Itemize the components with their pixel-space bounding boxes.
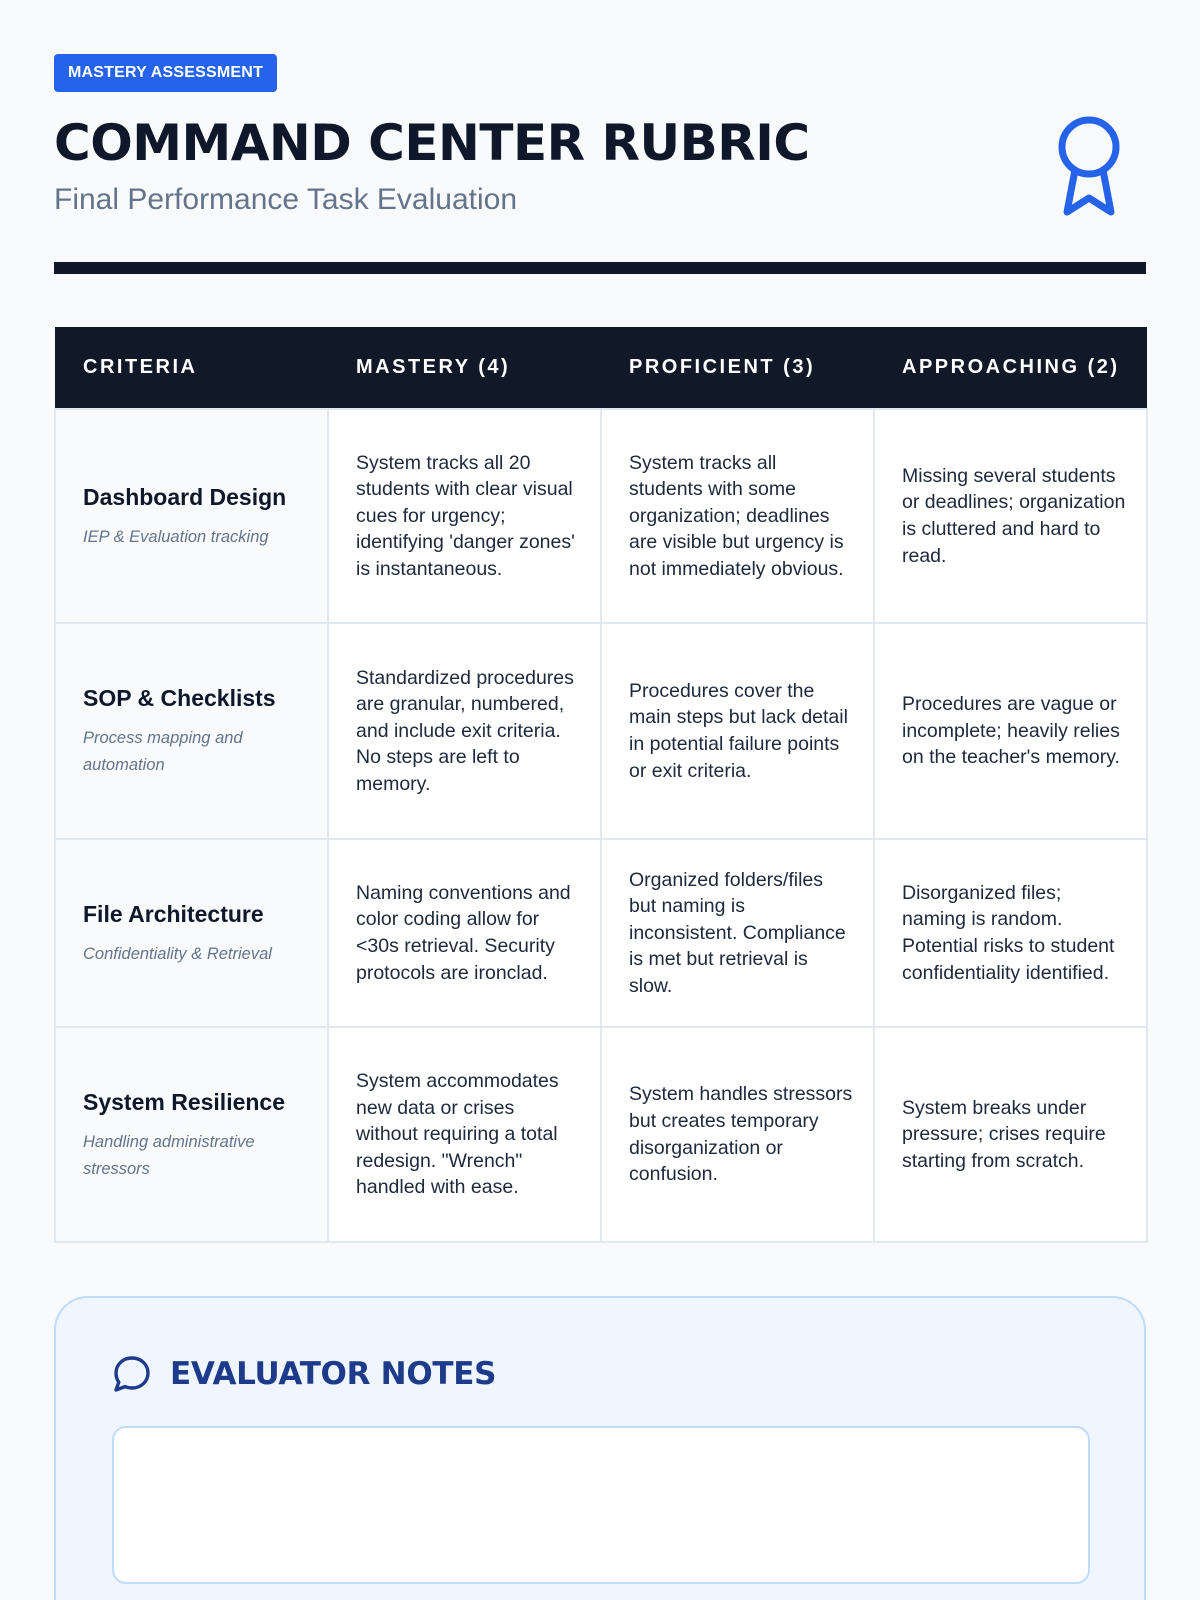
assessment-badge: MASTERY ASSESSMENT [54, 54, 277, 92]
approaching-cell: Missing several students or deadlines; organization is cluttered and hard to read. [874, 409, 1147, 623]
mastery-cell: Naming conventions and color coding allow for <30s retrieval. Security protocols are ironclad. [328, 839, 601, 1027]
title-block [54, 112, 1146, 262]
notes-title: EVALUATOR NOTES [170, 1356, 497, 1392]
notes-header [112, 1352, 496, 1396]
table-row [55, 839, 1147, 1027]
mastery-cell: Standardized procedures are granular, numbered, and include exit criteria. No steps are left to memory. [328, 623, 601, 839]
criterion-cell [55, 409, 328, 623]
header-divider [54, 262, 1146, 274]
mastery-cell: System tracks all 20 students with clear visual cues for urgency; identifying 'danger zones' is instantaneous. [328, 409, 601, 623]
criterion-cell [55, 839, 328, 1027]
criterion-subtitle: Handling administrative stressors [83, 1132, 255, 1178]
rubric-table [54, 327, 1148, 1243]
column-header-mastery: MASTERY (4) [328, 327, 601, 409]
proficient-cell: Organized folders/files but naming is inconsistent. Compliance is met but retrieval is slow. [601, 839, 874, 1027]
criterion-subtitle: Confidentiality & Retrieval [83, 944, 272, 963]
evaluator-notes-panel [54, 1296, 1146, 1600]
criterion-name: System Resilience [83, 1088, 286, 1115]
criterion-name: SOP & Checklists [83, 685, 276, 712]
rubric-header-row [55, 327, 1147, 409]
proficient-cell: Procedures cover the main steps but lack detail in potential failure points or exit criteria. [601, 623, 874, 839]
approaching-cell: System breaks under pressure; crises require starting from scratch. [874, 1027, 1147, 1242]
criterion-cell [55, 623, 328, 839]
approaching-cell: Procedures are vague or incomplete; heavily relies on the teacher's memory. [874, 623, 1147, 839]
table-row [55, 409, 1147, 623]
page-subtitle: Final Performance Task Evaluation [54, 183, 518, 216]
table-row [55, 1027, 1147, 1242]
chat-bubble-icon [112, 1354, 152, 1394]
column-header-criteria: CRITERIA [55, 327, 328, 409]
table-row [55, 623, 1147, 839]
proficient-cell: System tracks all students with some organization; deadlines are visible but urgency is not immediately obvious. [601, 409, 874, 623]
criterion-name: Dashboard Design [83, 483, 287, 510]
award-icon [1056, 114, 1122, 218]
criterion-cell [55, 1027, 328, 1242]
evaluator-notes-field[interactable] [112, 1426, 1090, 1584]
approaching-cell: Disorganized files; naming is random. Potential risks to student confidentiality identified. [874, 839, 1147, 1027]
criterion-subtitle: Process mapping and automation [83, 729, 243, 774]
column-header-proficient: PROFICIENT (3) [601, 327, 874, 409]
mastery-cell: System accommodates new data or crises without requiring a total redesign. "Wrench" handled with ease. [328, 1027, 601, 1242]
criterion-subtitle: IEP & Evaluation tracking [83, 527, 269, 546]
criterion-name: File Architecture [83, 900, 264, 927]
column-header-approaching: APPROACHING (2) [874, 327, 1147, 409]
page-title: COMMAND CENTER RUBRIC [54, 114, 810, 172]
proficient-cell: System handles stressors but creates temporary disorganization or confusion. [601, 1027, 874, 1242]
